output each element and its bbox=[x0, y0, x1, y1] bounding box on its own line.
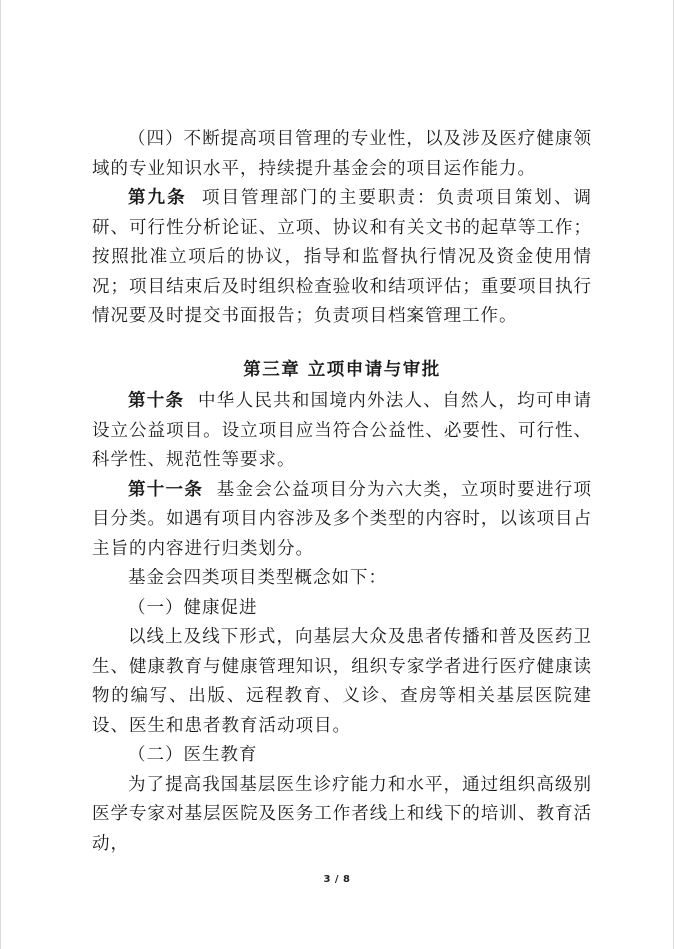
article-9 bbox=[92, 184, 592, 332]
article-11-text: 基金会公益项目分为六大类，立项时要进行项目分类。如遇有项目内容涉及多个类型的内容时，以该项目占主旨的内容进行归类划分。 bbox=[92, 479, 593, 559]
project-types-intro: 基金会四类项目类型概念如下： bbox=[128, 568, 387, 588]
chapter-title: 第三章 立项申请与审批 bbox=[243, 359, 441, 380]
paragraph-item-4: （四）不断提高项目管理的专业性，以及涉及医疗健康领域的专业知识水平，持续提升基金会的项目运作能力。 bbox=[92, 129, 592, 179]
item-2-title: （二）医生教育 bbox=[128, 745, 258, 765]
article-10-text: 中华人民共和国境内外法人、自然人，均可申请设立公益项目。设立项目应当符合公益性、必要性、可行性、科学性、规范性等要求。 bbox=[92, 391, 593, 470]
article-11 bbox=[92, 476, 592, 565]
article-11-label: 第十一条 bbox=[128, 479, 204, 500]
document-body bbox=[92, 125, 592, 859]
page-border-left bbox=[0, 0, 1, 949]
page-number: 3 / 8 bbox=[323, 874, 351, 885]
article-9-label: 第九条 bbox=[128, 188, 187, 208]
item-2-text: 为了提高我国基层医生诊疗能力和水平，通过组织高级别医学专家对基层医院及医务工作者线上和线下的培训、教育活动， bbox=[92, 774, 592, 854]
article-10 bbox=[92, 387, 592, 476]
item-1-text: 以线上及线下形式，向基层大众及患者传播和普及医药卫生、健康教育与健康管理知识，组织专家学者进行医疗健康读物的编写、出版、远程教育、义诊、查房等相关基层医院建设、医生和患者教育活动项目。 bbox=[92, 627, 592, 736]
item-1-title: （一）健康促进 bbox=[128, 597, 258, 618]
article-9-text: 项目管理部门的主要职责：负责项目策划、调研、可行性分析论证、立项、协议和有关文书的起草等工作；按照批准立项后的协议，指导和监督执行情况及资金使用情况；项目结束后及时组织检查验收和结项评估；重要项目执行情况要及时提交书面报告；负责项目档案管理工作。 bbox=[92, 188, 592, 326]
article-10-label: 第十条 bbox=[128, 391, 185, 411]
